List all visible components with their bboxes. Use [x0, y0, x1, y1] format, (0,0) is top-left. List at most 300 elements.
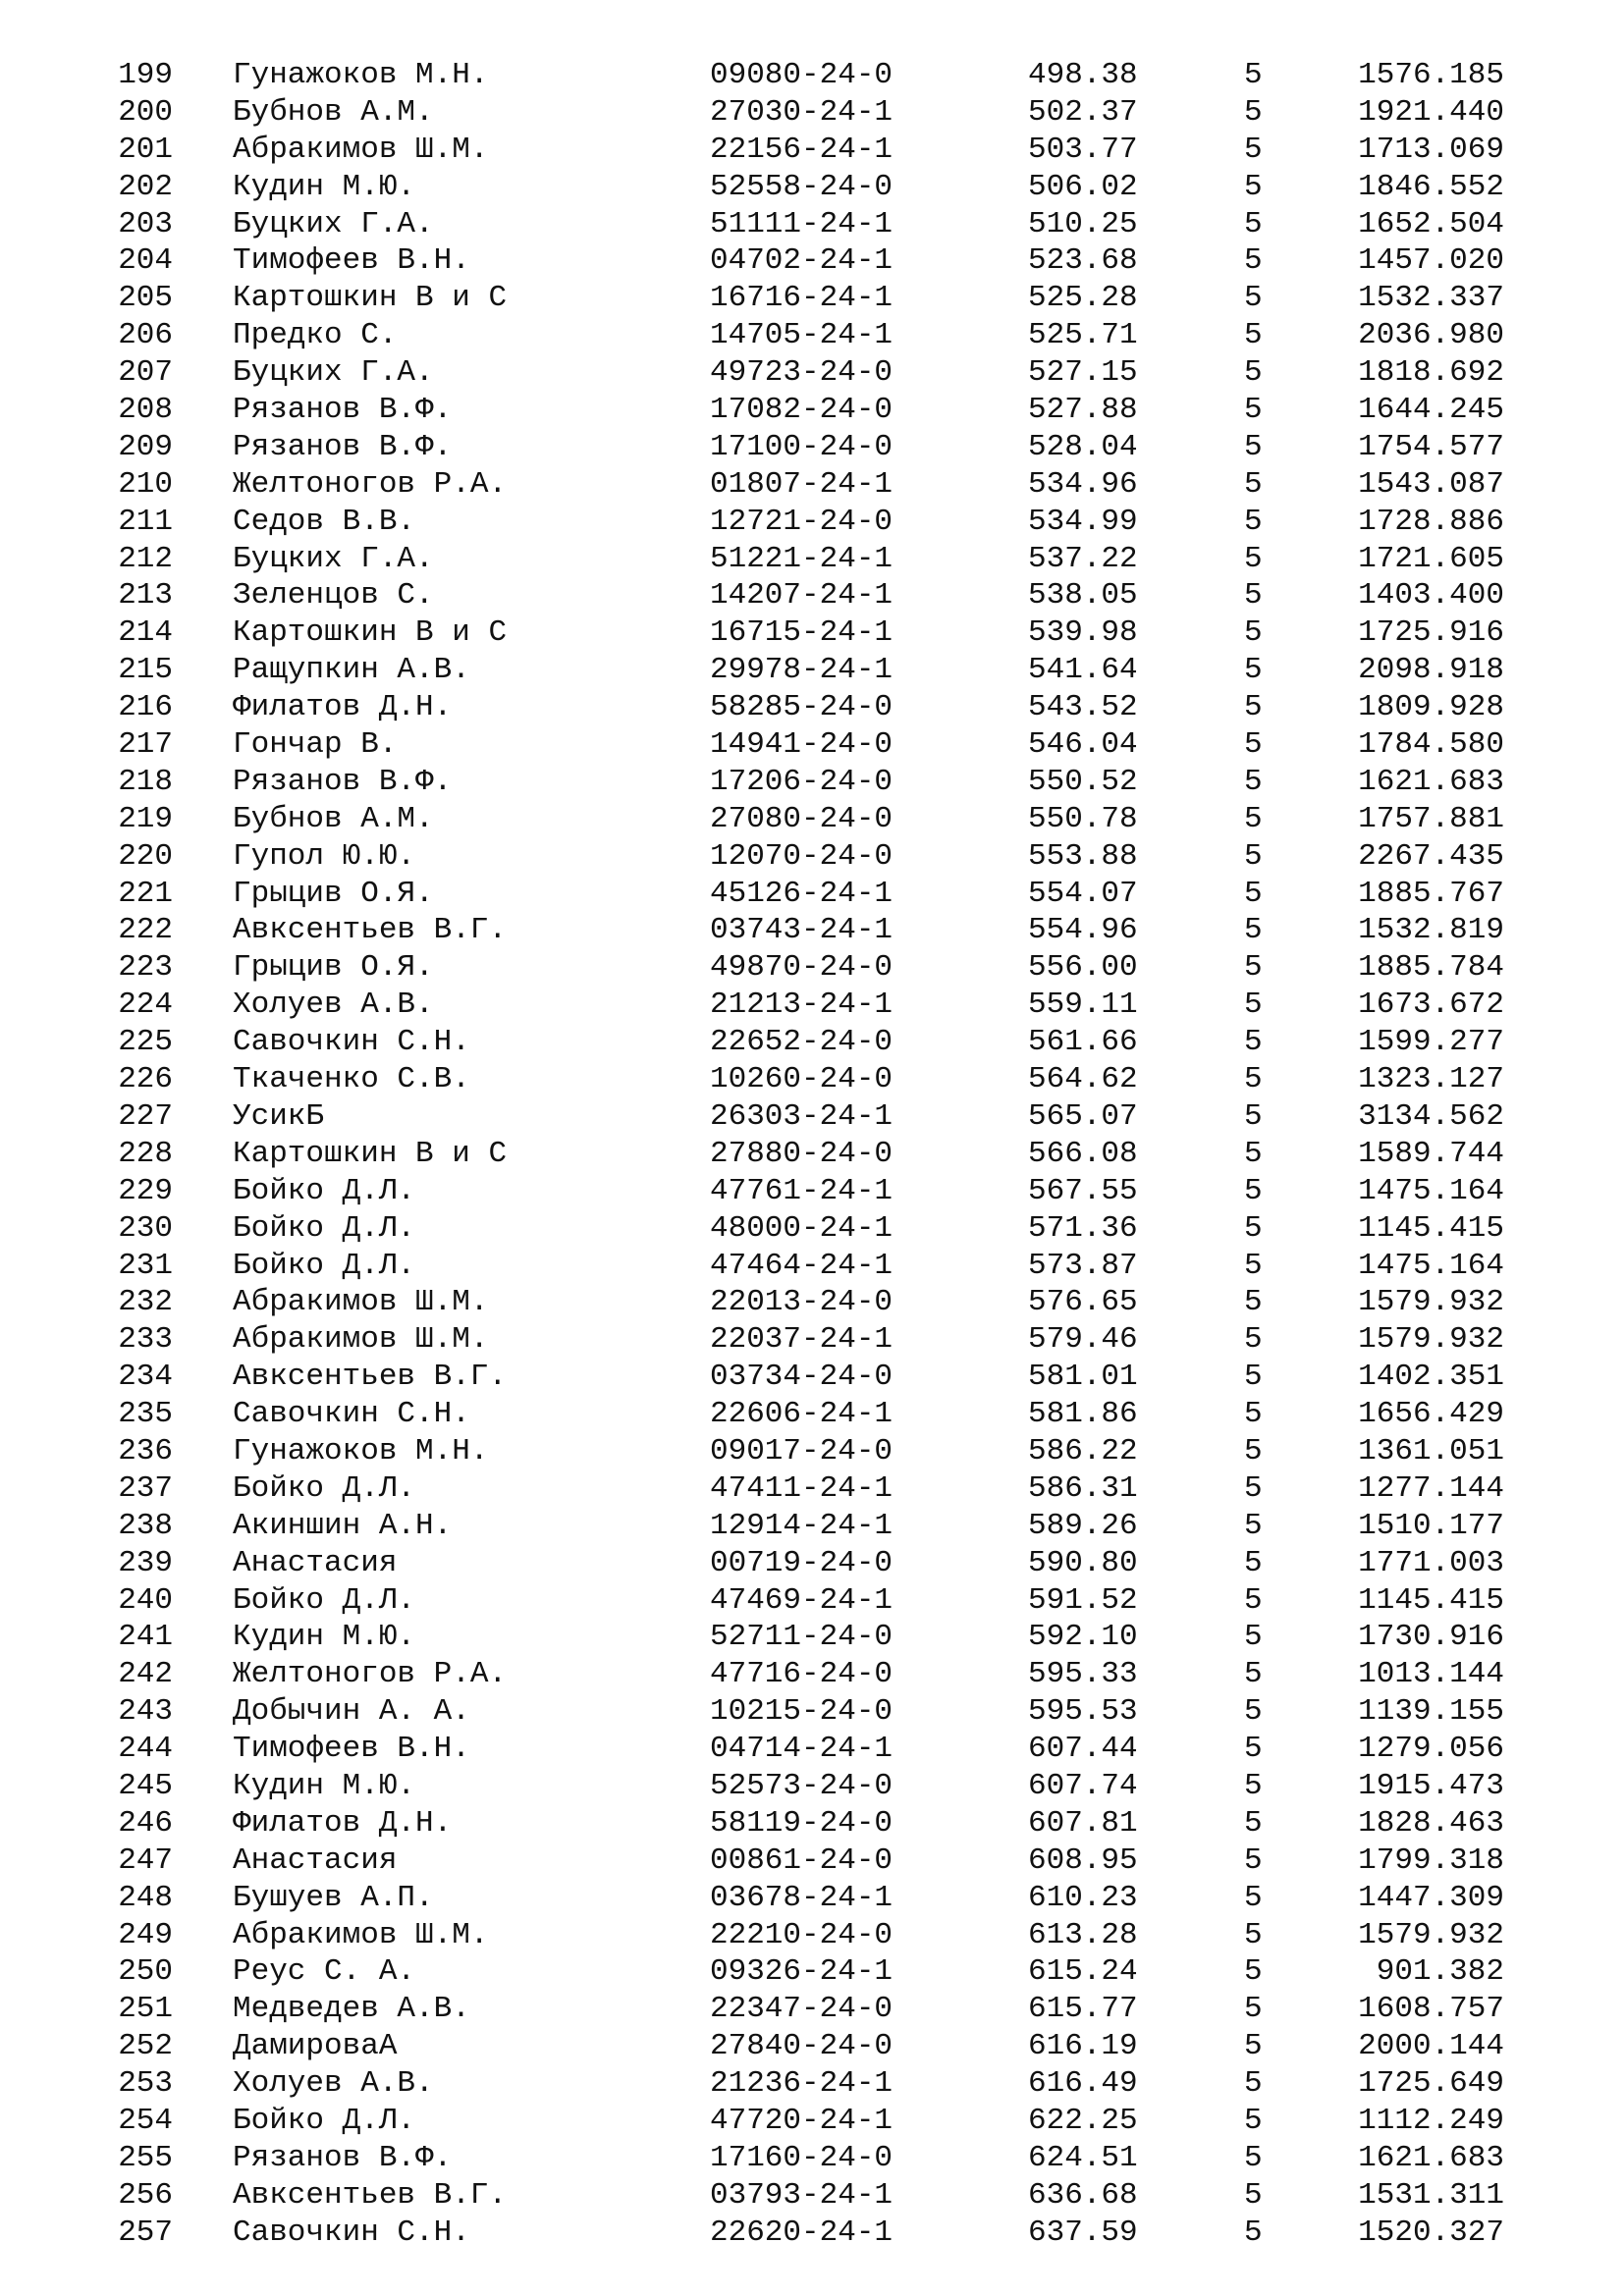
row-name: Бойко Д.Л. [233, 1248, 416, 1283]
row-code: 17082-24-0 [710, 393, 893, 428]
row-count: 5 [1244, 1508, 1263, 1543]
table-row [0, 504, 1624, 541]
row-value: 556.00 [1028, 950, 1138, 986]
row-count: 5 [1244, 2103, 1263, 2138]
row-number: 215 [118, 653, 173, 688]
row-total: 1532.337 [1358, 281, 1504, 316]
row-count: 5 [1244, 653, 1263, 688]
row-count: 5 [1244, 355, 1263, 391]
row-total: 1656.429 [1358, 1397, 1504, 1432]
row-total: 1543.087 [1358, 466, 1504, 502]
row-code: 22652-24-0 [710, 1025, 893, 1060]
table-row [0, 57, 1624, 94]
row-value: 615.77 [1028, 1992, 1138, 2027]
row-value: 622.25 [1028, 2103, 1138, 2138]
row-count: 5 [1244, 727, 1263, 763]
row-total: 1846.552 [1358, 169, 1504, 204]
row-total: 3134.562 [1358, 1098, 1504, 1134]
row-value: 554.07 [1028, 876, 1138, 911]
table-row [0, 1433, 1624, 1470]
row-value: 534.99 [1028, 504, 1138, 539]
table-row [0, 1582, 1624, 1620]
row-total: 1531.311 [1358, 2177, 1504, 2213]
table-row [0, 801, 1624, 838]
row-value: 589.26 [1028, 1508, 1138, 1543]
row-code: 09080-24-0 [710, 58, 893, 92]
row-code: 04702-24-1 [710, 243, 893, 279]
table-row [0, 2215, 1624, 2252]
row-total: 1757.881 [1358, 801, 1504, 836]
row-total: 901.382 [1376, 1954, 1504, 1990]
row-number: 212 [118, 541, 173, 576]
row-count: 5 [1244, 1917, 1263, 1952]
row-total: 1915.473 [1358, 1768, 1504, 1803]
table-row [0, 242, 1624, 280]
row-name: Предко С. [233, 318, 398, 353]
row-value: 523.68 [1028, 243, 1138, 279]
table-row [0, 1470, 1624, 1508]
row-name: УсикБ [233, 1098, 325, 1134]
row-number: 239 [118, 1545, 173, 1580]
row-number: 221 [118, 876, 173, 911]
row-code: 10215-24-0 [710, 1694, 893, 1730]
row-name: Холуев А.В. [233, 2066, 434, 2102]
row-count: 5 [1244, 1173, 1263, 1208]
row-count: 5 [1244, 1694, 1263, 1730]
row-total: 1721.605 [1358, 541, 1504, 576]
row-name: Желтоногов Р.А. [233, 466, 508, 502]
row-count: 5 [1244, 1880, 1263, 1915]
row-number: 256 [118, 2177, 173, 2213]
row-count: 5 [1244, 1954, 1263, 1990]
row-total: 1885.784 [1358, 950, 1504, 986]
row-name: Тимофеев В.Н. [233, 243, 470, 279]
row-code: 10260-24-0 [710, 1062, 893, 1097]
row-name: Желтоногов Р.А. [233, 1657, 508, 1692]
row-name: Картошкин В и С [233, 281, 508, 316]
row-name: Ткаченко С.В. [233, 1062, 470, 1097]
row-code: 03678-24-1 [710, 1880, 893, 1915]
table-row [0, 1359, 1624, 1396]
row-code: 03734-24-0 [710, 1360, 893, 1395]
row-name: Гунажоков М.Н. [233, 1433, 489, 1468]
row-code: 45126-24-1 [710, 876, 893, 911]
row-number: 218 [118, 764, 173, 799]
row-number: 219 [118, 801, 173, 836]
row-count: 5 [1244, 58, 1263, 92]
row-total: 1279.056 [1358, 1732, 1504, 1767]
row-value: 506.02 [1028, 169, 1138, 204]
row-code: 47411-24-1 [710, 1470, 893, 1506]
row-total: 1673.672 [1358, 988, 1504, 1023]
row-value: 527.88 [1028, 393, 1138, 428]
row-number: 247 [118, 1842, 173, 1878]
table-row [0, 764, 1624, 801]
row-number: 205 [118, 281, 173, 316]
row-value: 502.37 [1028, 94, 1138, 130]
row-total: 2000.144 [1358, 2029, 1504, 2064]
row-code: 27030-24-1 [710, 94, 893, 130]
row-total: 1475.164 [1358, 1173, 1504, 1208]
row-number: 225 [118, 1025, 173, 1060]
row-count: 5 [1244, 94, 1263, 130]
row-number: 234 [118, 1360, 173, 1395]
row-number: 238 [118, 1508, 173, 1543]
row-value: 610.23 [1028, 1880, 1138, 1915]
row-value: 567.55 [1028, 1173, 1138, 1208]
row-number: 208 [118, 393, 173, 428]
row-number: 223 [118, 950, 173, 986]
row-code: 22347-24-0 [710, 1992, 893, 2027]
row-number: 226 [118, 1062, 173, 1097]
table-row [0, 1136, 1624, 1173]
table-row [0, 1842, 1624, 1880]
table-row [0, 429, 1624, 466]
row-name: Бубнов А.М. [233, 801, 434, 836]
row-number: 249 [118, 1917, 173, 1952]
row-name: Бойко Д.Л. [233, 1582, 416, 1618]
row-value: 546.04 [1028, 727, 1138, 763]
row-number: 257 [118, 2215, 173, 2250]
row-number: 240 [118, 1582, 173, 1618]
row-count: 5 [1244, 281, 1263, 316]
row-name: Буцких Г.А. [233, 355, 434, 391]
row-count: 5 [1244, 1657, 1263, 1692]
table-row [0, 1768, 1624, 1805]
row-name: Филатов Д.Н. [233, 1805, 453, 1841]
row-value: 554.96 [1028, 913, 1138, 948]
row-total: 1139.155 [1358, 1694, 1504, 1730]
row-total: 1510.177 [1358, 1508, 1504, 1543]
row-count: 5 [1244, 504, 1263, 539]
row-value: 510.25 [1028, 206, 1138, 241]
row-count: 5 [1244, 1136, 1263, 1171]
row-count: 5 [1244, 876, 1263, 911]
row-count: 5 [1244, 1322, 1263, 1358]
row-name: Бушуев А.П. [233, 1880, 434, 1915]
row-total: 1728.886 [1358, 504, 1504, 539]
row-count: 5 [1244, 801, 1263, 836]
row-value: 636.68 [1028, 2177, 1138, 2213]
row-code: 49723-24-0 [710, 355, 893, 391]
table-row [0, 1917, 1624, 1954]
table-row [0, 2028, 1624, 2065]
row-name: Картошкин В и С [233, 1136, 508, 1171]
row-count: 5 [1244, 838, 1263, 874]
row-count: 5 [1244, 132, 1263, 167]
row-value: 537.22 [1028, 541, 1138, 576]
table-row [0, 1991, 1624, 2028]
row-value: 586.31 [1028, 1470, 1138, 1506]
table-row [0, 541, 1624, 578]
row-code: 09017-24-0 [710, 1433, 893, 1468]
row-code: 14207-24-1 [710, 578, 893, 614]
row-value: 595.53 [1028, 1694, 1138, 1730]
row-total: 1447.309 [1358, 1880, 1504, 1915]
row-number: 248 [118, 1880, 173, 1915]
row-number: 246 [118, 1805, 173, 1841]
row-number: 229 [118, 1173, 173, 1208]
row-code: 27080-24-0 [710, 801, 893, 836]
row-value: 595.33 [1028, 1657, 1138, 1692]
row-number: 237 [118, 1470, 173, 1506]
row-code: 51221-24-1 [710, 541, 893, 576]
row-number: 222 [118, 913, 173, 948]
row-count: 5 [1244, 429, 1263, 464]
row-name: Савочкин С.Н. [233, 2215, 470, 2250]
row-code: 14705-24-1 [710, 318, 893, 353]
table-row [0, 94, 1624, 132]
row-value: 543.52 [1028, 690, 1138, 725]
row-name: Картошкин В и С [233, 615, 508, 651]
table-row [0, 2177, 1624, 2215]
row-name: Буцких Г.А. [233, 206, 434, 241]
row-code: 49870-24-0 [710, 950, 893, 986]
row-count: 5 [1244, 243, 1263, 279]
row-total: 1532.819 [1358, 913, 1504, 948]
row-name: Зеленцов С. [233, 578, 434, 614]
row-total: 1599.277 [1358, 1025, 1504, 1060]
row-value: 564.62 [1028, 1062, 1138, 1097]
row-number: 227 [118, 1098, 173, 1134]
row-number: 220 [118, 838, 173, 874]
row-total: 1475.164 [1358, 1248, 1504, 1283]
row-name: Абракимов Ш.М. [233, 1322, 489, 1358]
row-name: Гунажоков М.Н. [233, 58, 489, 92]
row-value: 503.77 [1028, 132, 1138, 167]
row-total: 2036.980 [1358, 318, 1504, 353]
row-total: 1809.928 [1358, 690, 1504, 725]
row-name: Акиншин А.Н. [233, 1508, 453, 1543]
row-count: 5 [1244, 1285, 1263, 1320]
table-row [0, 1396, 1624, 1433]
row-total: 1921.440 [1358, 94, 1504, 130]
row-total: 1621.683 [1358, 2140, 1504, 2175]
row-name: Анастасия [233, 1545, 398, 1580]
row-value: 616.19 [1028, 2029, 1138, 2064]
row-total: 1361.051 [1358, 1433, 1504, 1468]
row-count: 5 [1244, 1360, 1263, 1395]
row-name: Рязанов В.Ф. [233, 2140, 453, 2175]
row-total: 1644.245 [1358, 393, 1504, 428]
row-number: 207 [118, 355, 173, 391]
row-number: 241 [118, 1620, 173, 1655]
table-row [0, 838, 1624, 876]
row-code: 47761-24-1 [710, 1173, 893, 1208]
row-count: 5 [1244, 206, 1263, 241]
table-row [0, 1284, 1624, 1321]
row-code: 47469-24-1 [710, 1582, 893, 1618]
table-row [0, 1508, 1624, 1545]
row-value: 550.52 [1028, 764, 1138, 799]
table-row [0, 1321, 1624, 1359]
row-total: 2098.918 [1358, 653, 1504, 688]
row-code: 22013-24-0 [710, 1285, 893, 1320]
row-total: 1713.069 [1358, 132, 1504, 167]
table-row [0, 2140, 1624, 2177]
row-value: 637.59 [1028, 2215, 1138, 2250]
row-name: Рязанов В.Ф. [233, 393, 453, 428]
row-name: Абракимов Ш.М. [233, 132, 489, 167]
row-count: 5 [1244, 1805, 1263, 1841]
row-name: Грыцив О.Я. [233, 876, 434, 911]
row-name: Рязанов В.Ф. [233, 764, 453, 799]
row-name: Савочкин С.Н. [233, 1397, 470, 1432]
row-count: 5 [1244, 1768, 1263, 1803]
row-total: 1799.318 [1358, 1842, 1504, 1878]
row-count: 5 [1244, 578, 1263, 614]
row-code: 09326-24-1 [710, 1954, 893, 1990]
row-total: 1652.504 [1358, 206, 1504, 241]
row-code: 22620-24-1 [710, 2215, 893, 2250]
row-code: 16715-24-1 [710, 615, 893, 651]
row-count: 5 [1244, 2029, 1263, 2064]
row-name: Абракимов Ш.М. [233, 1285, 489, 1320]
row-count: 5 [1244, 913, 1263, 948]
row-total: 1579.932 [1358, 1917, 1504, 1952]
row-total: 1754.577 [1358, 429, 1504, 464]
row-number: 244 [118, 1732, 173, 1767]
row-name: Медведев А.В. [233, 1992, 470, 2027]
row-name: Холуев А.В. [233, 988, 434, 1023]
row-code: 03743-24-1 [710, 913, 893, 948]
row-name: Гончар В. [233, 727, 398, 763]
row-count: 5 [1244, 541, 1263, 576]
row-code: 22037-24-1 [710, 1322, 893, 1358]
row-code: 00861-24-0 [710, 1842, 893, 1878]
row-total: 1323.127 [1358, 1062, 1504, 1097]
row-count: 5 [1244, 1545, 1263, 1580]
row-number: 251 [118, 1992, 173, 2027]
row-code: 52711-24-0 [710, 1620, 893, 1655]
row-number: 253 [118, 2066, 173, 2102]
table-row [0, 1953, 1624, 1991]
row-code: 58119-24-0 [710, 1805, 893, 1841]
row-name: Бубнов А.М. [233, 94, 434, 130]
row-value: 607.74 [1028, 1768, 1138, 1803]
row-number: 255 [118, 2140, 173, 2175]
row-count: 5 [1244, 950, 1263, 986]
row-number: 232 [118, 1285, 173, 1320]
row-name: Бойко Д.Л. [233, 1173, 416, 1208]
row-count: 5 [1244, 1210, 1263, 1246]
row-count: 5 [1244, 1062, 1263, 1097]
row-code: 22156-24-1 [710, 132, 893, 167]
row-value: 550.78 [1028, 801, 1138, 836]
row-code: 47720-24-1 [710, 2103, 893, 2138]
row-total: 1608.757 [1358, 1992, 1504, 2027]
table-row [0, 1731, 1624, 1768]
row-code: 21213-24-1 [710, 988, 893, 1023]
row-name: Авксентьев В.Г. [233, 913, 508, 948]
table-row [0, 392, 1624, 429]
table-row [0, 206, 1624, 243]
row-value: 559.11 [1028, 988, 1138, 1023]
row-count: 5 [1244, 1620, 1263, 1655]
row-name: Авксентьев В.Г. [233, 1360, 508, 1395]
row-code: 16716-24-1 [710, 281, 893, 316]
row-value: 624.51 [1028, 2140, 1138, 2175]
row-number: 201 [118, 132, 173, 167]
row-name: Бойко Д.Л. [233, 1470, 416, 1506]
table-row [0, 1880, 1624, 1917]
row-value: 527.15 [1028, 355, 1138, 391]
row-number: 250 [118, 1954, 173, 1990]
table-row [0, 652, 1624, 689]
row-value: 607.44 [1028, 1732, 1138, 1767]
row-name: Реус С. А. [233, 1954, 416, 1990]
row-number: 217 [118, 727, 173, 763]
row-total: 1579.932 [1358, 1322, 1504, 1358]
row-number: 213 [118, 578, 173, 614]
table-row [0, 354, 1624, 392]
row-code: 27880-24-0 [710, 1136, 893, 1171]
row-value: 586.22 [1028, 1433, 1138, 1468]
row-value: 592.10 [1028, 1620, 1138, 1655]
row-number: 210 [118, 466, 173, 502]
row-value: 566.08 [1028, 1136, 1138, 1171]
row-total: 1828.463 [1358, 1805, 1504, 1841]
row-number: 254 [118, 2103, 173, 2138]
table-row [0, 726, 1624, 764]
row-code: 22606-24-1 [710, 1397, 893, 1432]
row-code: 29978-24-1 [710, 653, 893, 688]
row-count: 5 [1244, 2066, 1263, 2102]
row-name: Кудин М.Ю. [233, 1620, 416, 1655]
row-name: Грыцив О.Я. [233, 950, 434, 986]
row-name: Авксентьев В.Г. [233, 2177, 508, 2213]
row-number: 231 [118, 1248, 173, 1283]
row-value: 573.87 [1028, 1248, 1138, 1283]
row-name: Буцких Г.А. [233, 541, 434, 576]
row-code: 48000-24-1 [710, 1210, 893, 1246]
row-total: 1725.916 [1358, 615, 1504, 651]
row-value: 541.64 [1028, 653, 1138, 688]
row-count: 5 [1244, 1582, 1263, 1618]
row-total: 1579.932 [1358, 1285, 1504, 1320]
row-number: 204 [118, 243, 173, 279]
row-count: 5 [1244, 764, 1263, 799]
row-count: 5 [1244, 2140, 1263, 2175]
row-code: 22210-24-0 [710, 1917, 893, 1952]
table-row [0, 132, 1624, 169]
row-value: 539.98 [1028, 615, 1138, 651]
row-number: 245 [118, 1768, 173, 1803]
row-count: 5 [1244, 1470, 1263, 1506]
row-total: 1589.744 [1358, 1136, 1504, 1171]
row-total: 1403.400 [1358, 578, 1504, 614]
row-code: 14941-24-0 [710, 727, 893, 763]
row-code: 17100-24-0 [710, 429, 893, 464]
row-number: 199 [118, 58, 173, 92]
row-total: 1013.144 [1358, 1657, 1504, 1692]
table-row [0, 1805, 1624, 1842]
row-code: 01807-24-1 [710, 466, 893, 502]
row-number: 202 [118, 169, 173, 204]
table-row [0, 169, 1624, 206]
row-code: 47464-24-1 [710, 1248, 893, 1283]
table-row [0, 689, 1624, 726]
row-total: 1771.003 [1358, 1545, 1504, 1580]
row-number: 214 [118, 615, 173, 651]
row-name: Бойко Д.Л. [233, 2103, 416, 2138]
table-row [0, 1098, 1624, 1136]
table-row [0, 2065, 1624, 2103]
table-row [0, 1248, 1624, 1285]
row-value: 534.96 [1028, 466, 1138, 502]
row-name: Кудин М.Ю. [233, 169, 416, 204]
row-name: Ращупкин А.В. [233, 653, 470, 688]
